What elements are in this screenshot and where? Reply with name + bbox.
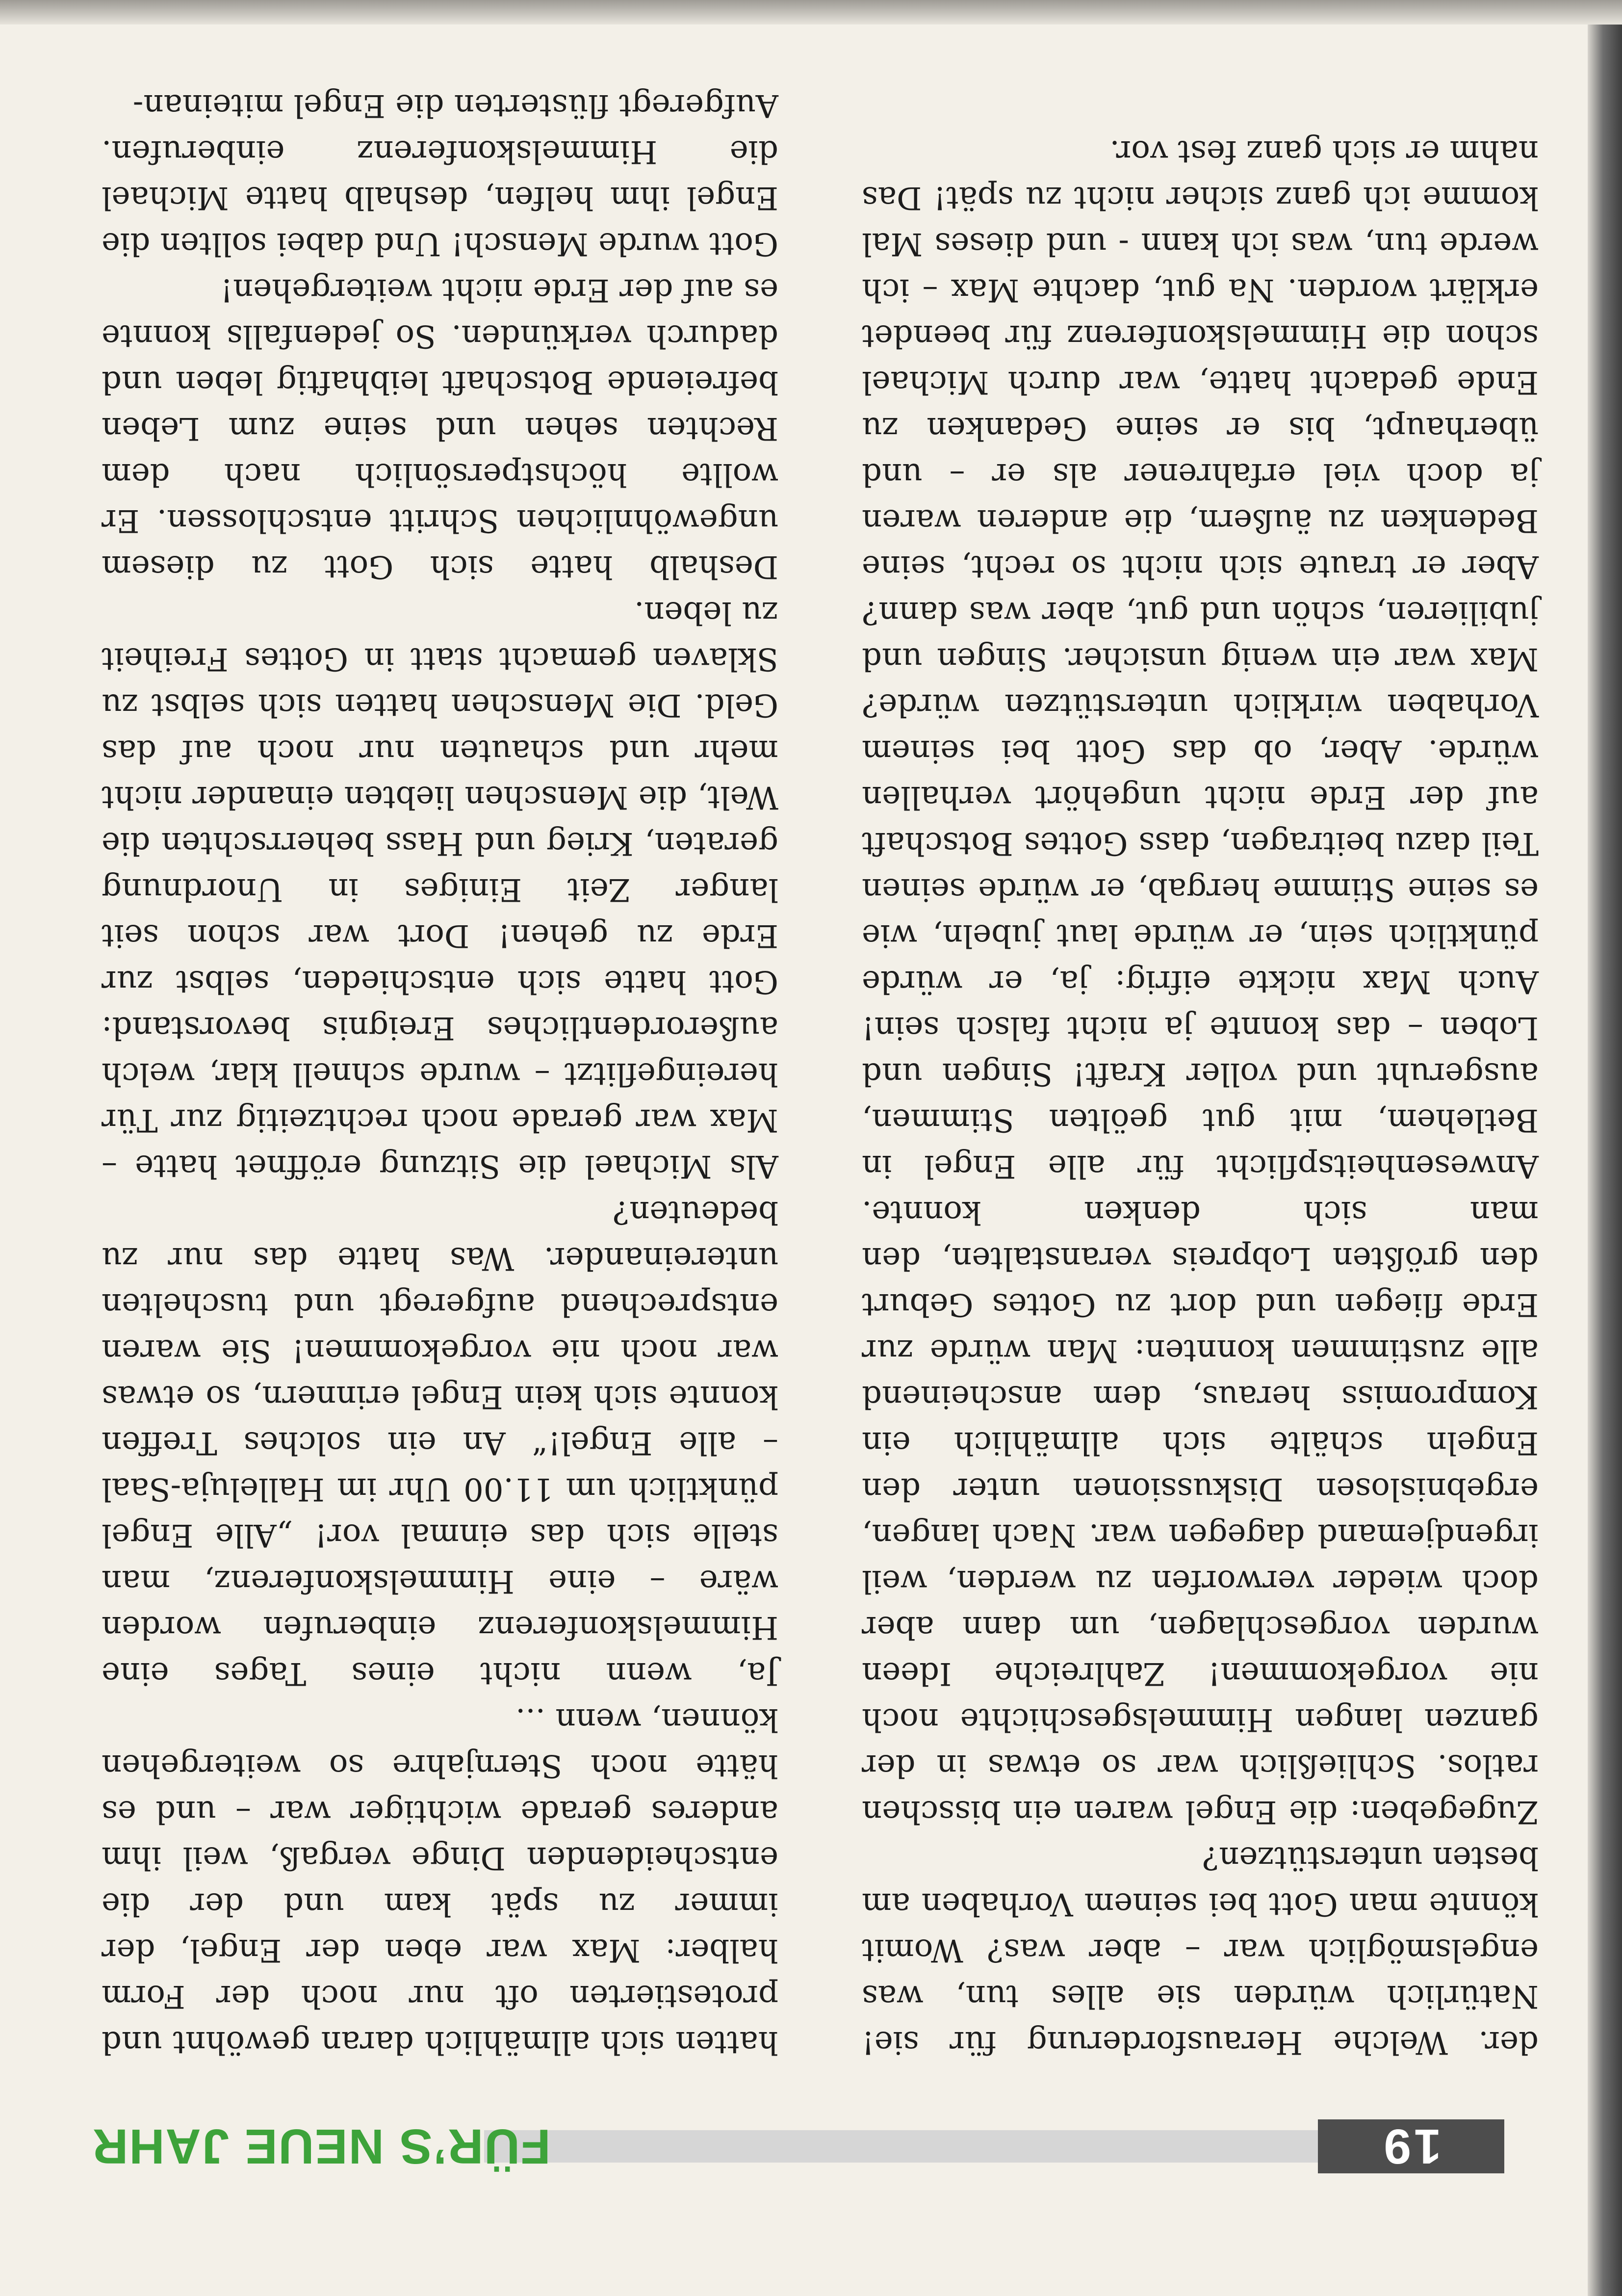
header-gray-bar — [484, 2130, 1318, 2163]
section-title: FÜR’S NEUE JAHR — [92, 2119, 551, 2174]
paragraph: Ja, wenn nicht eines Tages eine Himmelskonferenz einberufen worden wäre – eine Himmelskonferenz, man stelle sich das einmal vor! „Alle Engel pünktlich um 11.00 Uhr im Halleluja-Saal – alle Engel!“ An ein solches Treffen konnte sich kein Engel erinnern, so etwas war noch nie vorgekommen! Sie waren entsprechend aufgeregt und tuschelten untereinander. Was hatte das nur zu bedeuten? — [102, 1194, 778, 1692]
paragraph: der. Welche Herausforderung für sie! Natürlich würden sie alles tun, was engelsmöglich war – aber was? Womit könnte man Gott bei seinem Vorhaben am besten unterstützen? — [862, 1840, 1539, 2061]
page-number: 19 — [1381, 2119, 1442, 2174]
text-column-right — [102, 82, 778, 2065]
paragraph: Zugegeben: die Engel waren ein bisschen ratlos. Schließlich war so etwas in der ganzen langen Himmelsgeschichte noch nie vorgekommen! Zahlreiche Ideen wurden vorgeschlagen, um dann aber doch wieder verworfen zu werden, weil irgendjemand dagegen war. Nach langen, ergebnislosen Diskussionen unter den Engeln schälte sich allmählich ein Kompromiss heraus, dem anscheinend alle zustimmen konnten: Man würde zur Erde fliegen und dort zu Gottes Geburt den größten Lobpreis veranstalten, den man sich denken konnte. Anwesenheitspflicht für alle Engel in Betlehem, mit gut geölten Stimmen, ausgeruht und voller Kraft! Singen und Loben – das konnte ja nicht falsch sein! Auch Max nickte eifrig: ja, er würde pünktlich sein, er würde laut jubeln, wie es seine Stimme hergab, er würde seinen Teil dazu beitragen, dass Gottes Botschaft auf der Erde nicht ungehört verhallen würde. Aber, ob das Gott bei seinem Vorhaben wirklich unterstützen würde? Max war ein wenig unsicher. Singen und jubilieren, schön und gut, aber was dann? Aber er traute sich nicht so recht, seine Bedenken zu äußern, die anderen waren ja doch viel erfahrener als er – und überhaupt, bis er seine Gedanken zu Ende gedacht hatte, war durch Michael schon die Himmelskonferenz für beendet erklärt worden. Na gut, dachte Max – ich werde tun, was ich kann - und dieses Mal komme ich ganz sicher nicht zu spät! Das nahm er sich ganz fest vor. — [862, 133, 1539, 1830]
page-header — [92, 2119, 1504, 2173]
page-bottom-edge — [0, 0, 1622, 25]
paragraph: Deshalb hatte sich Gott zu diesem ungewöhnlichen Schritt entschlossen. Er wollte höchstpersönlich nach dem Rechten sehen und seine zum Leben befreiende Botschaft leibhaftig leben und dadurch verkünden. So jedenfalls konnte es auf der Erde nicht weitergehen! — [102, 272, 778, 585]
page-number-box — [1318, 2119, 1504, 2173]
page-edge-shadow — [1588, 0, 1622, 2296]
paragraph: Gott wurde Mensch! Und dabei sollten die Engel ihm helfen, deshalb hatte Michael die Himmelskonferenz einberufen. Aufgeregt flüsterten die Engel miteinan- — [102, 87, 778, 262]
paragraph: Als Michael die Sitzung eröffnet hatte – Max war gerade noch rechtzeitig zur Tür hereingeflitzt – wurde schnell klar, welch außerordentliches Ereignis bevorstand: Gott hatte sich entschieden, selbst zur Erde zu gehen! Dort war schon seit langer Zeit Einiges in Unordnung geraten, Krieg und Hass beherrschten die Welt, die Menschen liebten einander nicht mehr und schauten nur noch auf das Geld. Die Menschen hatten sich selbst zu Sklaven gemacht statt in Gottes Freiheit zu leben. — [102, 595, 778, 1184]
paragraph: hatten sich allmählich daran gewöhnt und protestierten oft nur noch der Form halber: Max war eben der Engel, der immer zu spät kam und der die entscheidenden Dinge vergaß, weil ihm anderes gerade wichtiger war – und es hätte noch Sternjahre so weitergehen können, wenn ... — [102, 1701, 778, 2061]
text-column-left — [862, 129, 1539, 2065]
